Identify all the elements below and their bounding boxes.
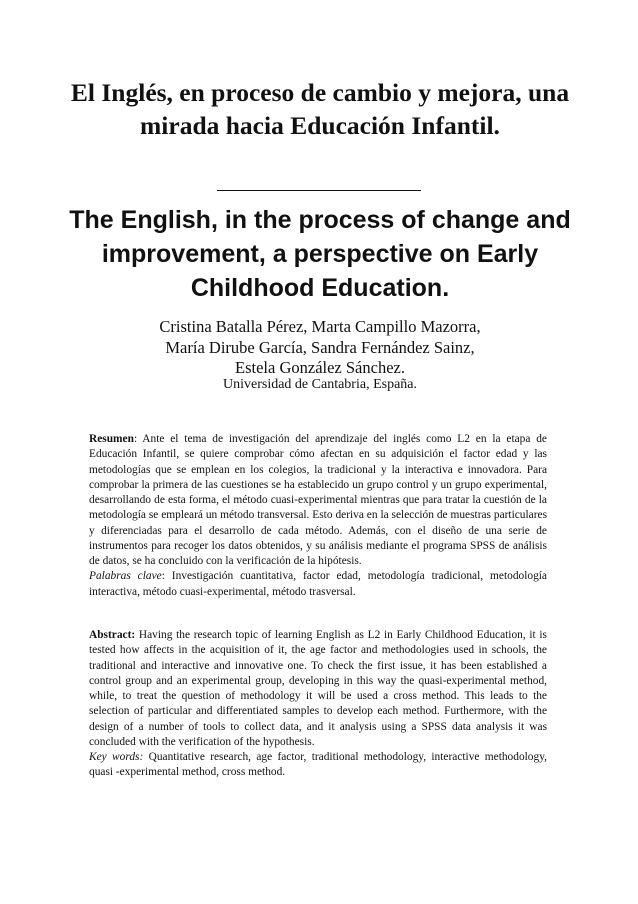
author-list bbox=[100, 317, 540, 379]
resumen-paragraph bbox=[89, 432, 547, 569]
affiliation: Universidad de Cantabria, España. bbox=[223, 377, 417, 392]
abstract-keywords-label: Key words: bbox=[89, 751, 144, 763]
abstract-keywords-text: Quantitative research, age factor, traditional methodology, interactive methodology, quasi -experimental method, cross method. bbox=[89, 751, 548, 779]
resumen-keywords bbox=[89, 569, 547, 600]
abstract-label: Abstract: bbox=[89, 629, 136, 641]
resumen-label: Resumen bbox=[89, 433, 134, 445]
resumen-keywords-label: Palabras clave bbox=[89, 570, 162, 583]
authors-line-1: Cristina Batalla Pérez, Marta Campillo Mazorra, bbox=[159, 317, 481, 336]
resumen-text: : Ante el tema de investigación del aprendizaje del inglés como L2 en la etapa de Educación Infantil, se quiere comprobar cómo afectan en su adquisición el factor edad y las metodologías que se emplean en los colegios, la tradicional y la interactiva e innovadora. Para comprobar la primera de las cuestiones se ha establecido un grupo control y un grupo experimental, desarrollando de esta forma, el método cuasi-experimental mientras que para tratar la cuestión de la metodología se empleará un método transversal. Esto deriva en la selección de muestras particulares y diferenciadas para el desarrollo de cada método. Además, con el diseño de una serie de instrumentos para recoger los datos obtenidos, y su análisis mediante el programa SPSS de análisis de datos, se ha concluido con la verificación de la hipótesis. bbox=[89, 433, 547, 567]
abstract-text: Having the research topic of learning English as L2 in Early Childhood Education, it is tested how affects in the acquisition of it, the age factor and methodologies used in schools, the traditional and interactive and innovative one. To check the first issue, it has been established a control group and an experimental group, developing in this way the quasi-experimental method, while, to treat the question of methodology it will be used a cross method. This leads to the selection of particular and differentiated samples to develop each method. Furthermore, with the design of a number of tools to collect data, and it analysis using a SPSS data analysis it was concluded with the verification of the hypothesis. bbox=[89, 629, 547, 748]
abstract-section bbox=[89, 628, 547, 781]
title-divider bbox=[217, 190, 421, 191]
authors-line-3: Estela González Sánchez. bbox=[235, 358, 405, 377]
english-title: The English, in the process of change and improvement, a perspective on Early Childhood Education. bbox=[69, 206, 571, 302]
spanish-title: El Inglés, en proceso de cambio y mejora, una mirada hacia Educación Infantil. bbox=[70, 78, 570, 140]
abstract-keywords bbox=[89, 750, 547, 781]
abstract-paragraph bbox=[89, 628, 547, 750]
resumen-section bbox=[89, 432, 547, 600]
authors-line-2: María Dirube García, Sandra Fernández Sainz, bbox=[165, 337, 475, 357]
resumen-keywords-text: : Investigación cuantitativa, factor edad, metodología tradicional, metodología interactiva, método cuasi-experimental, método trasversal. bbox=[89, 570, 547, 598]
